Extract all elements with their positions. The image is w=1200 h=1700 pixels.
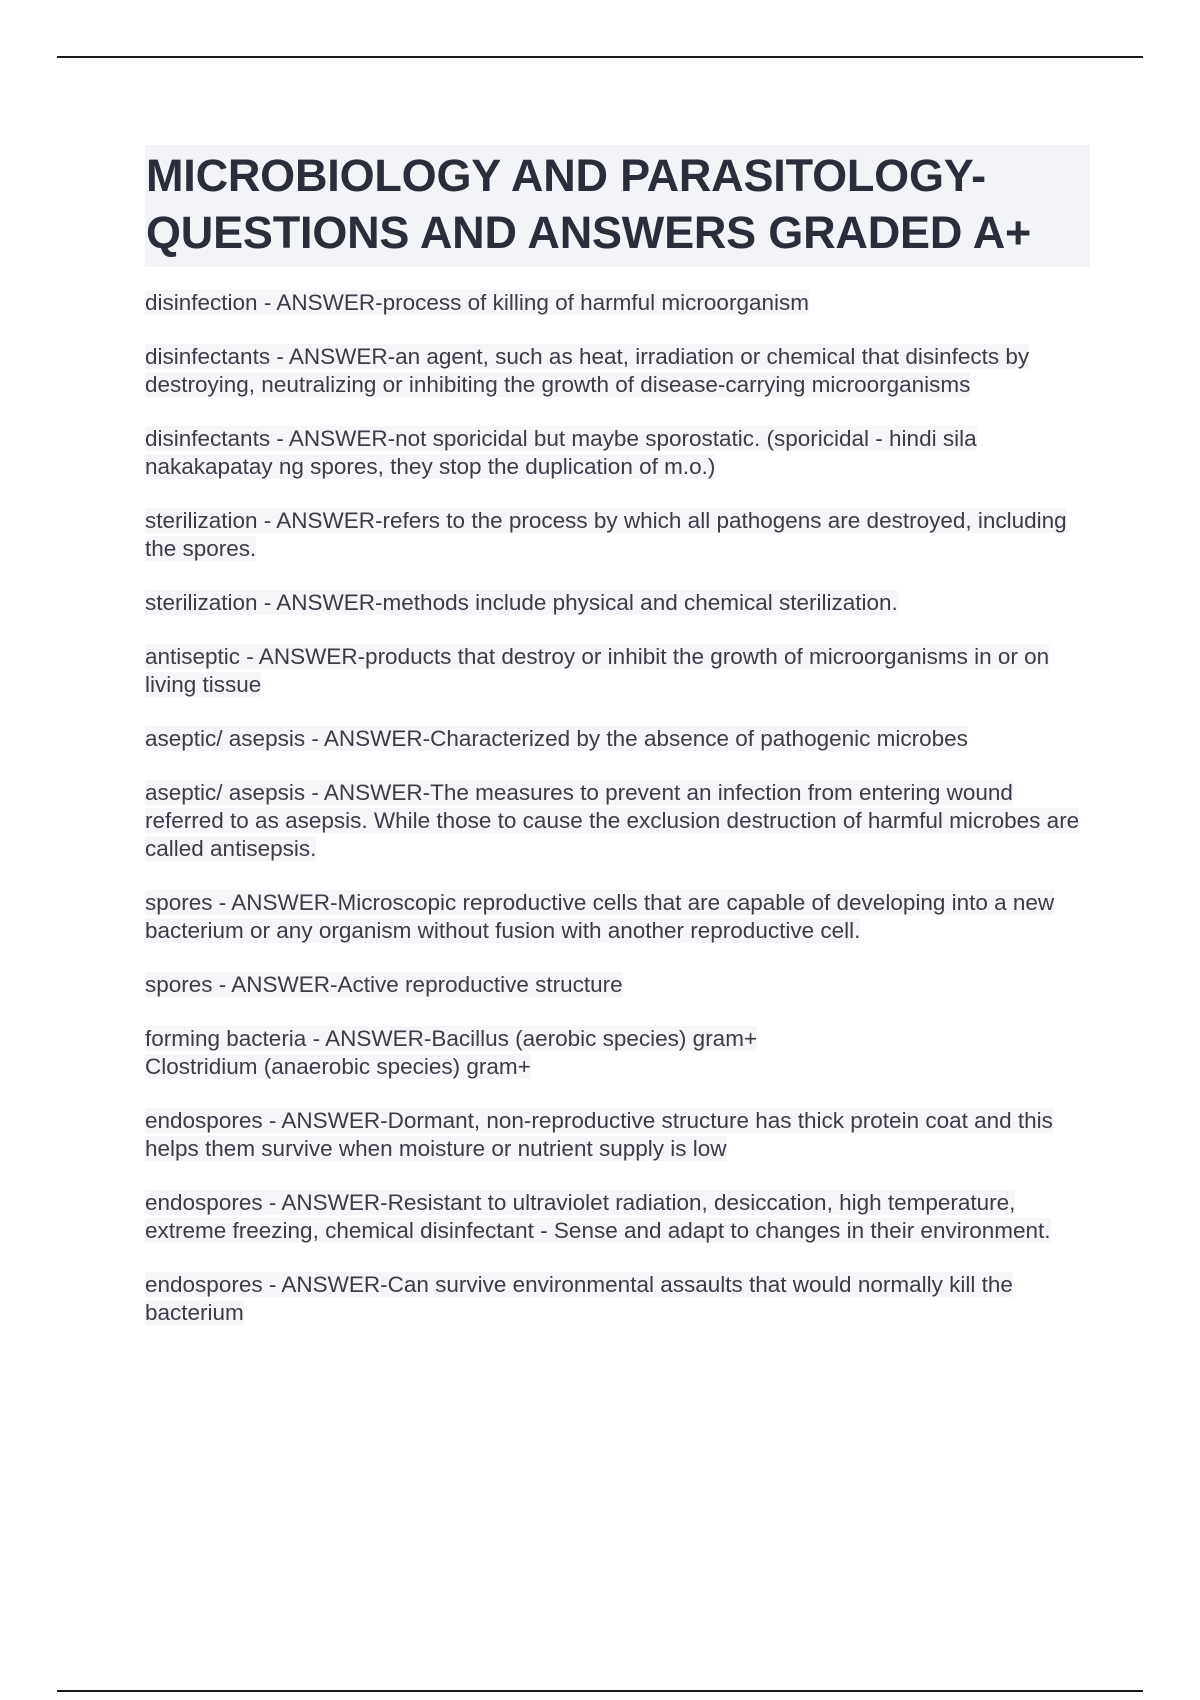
qa-text: sterilization - ANSWER-methods include physical and chemical sterilization. — [145, 590, 898, 615]
bottom-rule — [57, 1690, 1143, 1692]
qa-text: endospores - ANSWER-Resistant to ultraviolet radiation, desiccation, high temperature, extreme freezing, chemical disinfectant - Sense and adapt to changes in their environment. — [145, 1190, 1051, 1243]
qa-item — [145, 343, 1090, 399]
qa-item — [145, 1025, 1090, 1081]
title-block — [145, 145, 1090, 267]
qa-list — [145, 289, 1090, 1327]
qa-item — [145, 1189, 1090, 1245]
qa-text: endospores - ANSWER-Dormant, non-reproductive structure has thick protein coat and this helps them survive when moisture or nutrient supply is low — [145, 1108, 1053, 1161]
qa-item — [145, 971, 1090, 999]
document-body — [145, 145, 1090, 1353]
qa-item — [145, 643, 1090, 699]
qa-text: spores - ANSWER-Microscopic reproductive cells that are capable of developing into a new bacterium or any organism without fusion with another reproductive cell. — [145, 890, 1055, 943]
qa-item — [145, 779, 1090, 863]
qa-item — [145, 289, 1090, 317]
qa-text: sterilization - ANSWER-refers to the process by which all pathogens are destroyed, including the spores. — [145, 508, 1067, 561]
qa-text: disinfectants - ANSWER-not sporicidal but maybe sporostatic. (sporicidal - hindi sila nakakapatay ng spores, they stop the duplication of m.o.) — [145, 426, 977, 479]
qa-item — [145, 1107, 1090, 1163]
qa-item — [145, 589, 1090, 617]
qa-text: spores - ANSWER-Active reproductive structure — [145, 972, 623, 997]
document-title: MICROBIOLOGY AND PARASITOLOGY-QUESTIONS AND ANSWERS GRADED A+ — [146, 150, 1032, 258]
qa-item — [145, 1271, 1090, 1327]
qa-text: antiseptic - ANSWER-products that destroy or inhibit the growth of microorganisms in or on living tissue — [145, 644, 1050, 697]
qa-item — [145, 507, 1090, 563]
qa-item — [145, 725, 1090, 753]
qa-item — [145, 425, 1090, 481]
qa-text: forming bacteria - ANSWER-Bacillus (aerobic species) gram+ Clostridium (anaerobic species) gram+ — [145, 1026, 758, 1079]
qa-text: disinfectants - ANSWER-an agent, such as heat, irradiation or chemical that disinfects by destroying, neutralizing or inhibiting the growth of disease-carrying microorganisms — [145, 344, 1030, 397]
qa-text: disinfection - ANSWER-process of killing of harmful microorganism — [145, 290, 809, 315]
qa-text: endospores - ANSWER-Can survive environmental assaults that would normally kill the bacterium — [145, 1272, 1013, 1325]
qa-text: aseptic/ asepsis - ANSWER-The measures to prevent an infection from entering wound referred to as asepsis. While those to cause the exclusion destruction of harmful microbes are called antisepsis. — [145, 780, 1080, 861]
qa-text: aseptic/ asepsis - ANSWER-Characterized by the absence of pathogenic microbes — [145, 726, 968, 751]
top-rule — [57, 56, 1143, 58]
qa-item — [145, 889, 1090, 945]
